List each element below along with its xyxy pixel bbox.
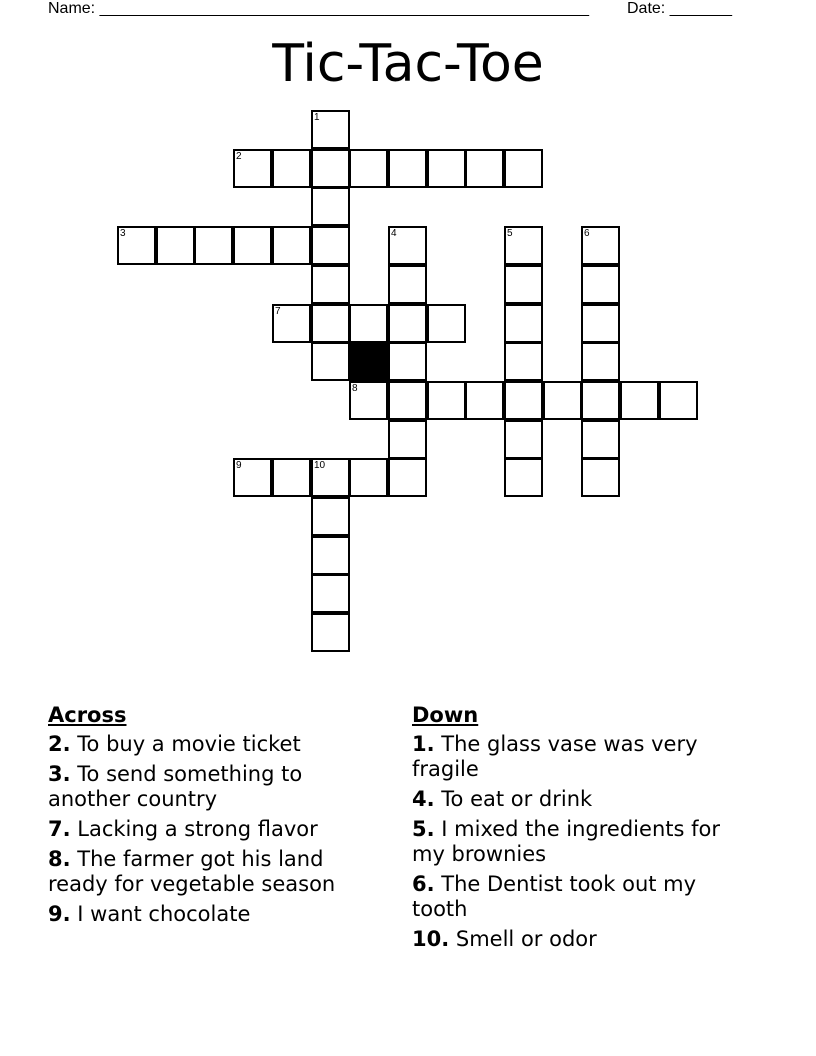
clue-number-label: 10: [314, 460, 326, 471]
grid-cell[interactable]: [427, 381, 466, 420]
grid-cell[interactable]: [388, 226, 427, 265]
grid-cell[interactable]: [581, 226, 620, 265]
clue-text: Smell or odor: [455, 927, 597, 951]
clue-down-5: [412, 817, 752, 867]
across-heading: Across: [48, 703, 127, 727]
clue-number-label: 6: [584, 228, 590, 239]
clue-text: I mixed the ingredients for my brownies: [412, 817, 720, 866]
grid-cell[interactable]: [581, 304, 620, 343]
grid-cell[interactable]: [349, 381, 388, 420]
grid-cell[interactable]: [581, 381, 620, 420]
grid-cell[interactable]: [349, 149, 388, 188]
clue-number-label: 2: [236, 151, 242, 162]
grid-cell[interactable]: [311, 149, 350, 188]
grid-cell[interactable]: [272, 226, 311, 265]
grid-cell[interactable]: [388, 149, 427, 188]
grid-cell[interactable]: [311, 265, 350, 304]
clue-number-label: 1: [314, 112, 320, 123]
down-heading: Down: [412, 703, 479, 727]
clue-across-2: [48, 732, 378, 757]
grid-cell[interactable]: [349, 458, 388, 497]
clue-number-label: 7: [275, 306, 281, 317]
grid-cell[interactable]: [504, 342, 543, 381]
clue-text: Lacking a strong flavor: [77, 817, 318, 841]
clue-across-9: [48, 902, 378, 927]
grid-cell[interactable]: [504, 458, 543, 497]
clue-down-1: [412, 732, 752, 782]
grid-cell[interactable]: [581, 458, 620, 497]
grid-cell[interactable]: [388, 304, 427, 343]
grid-cell[interactable]: [504, 420, 543, 459]
grid-cell[interactable]: [311, 342, 350, 381]
grid-cell[interactable]: [465, 149, 504, 188]
puzzle-title: Tic-Tac-Toe: [272, 34, 544, 94]
grid-cell[interactable]: [233, 149, 272, 188]
clue-number: 3.: [48, 762, 71, 786]
clue-down-10: [412, 927, 752, 952]
grid-cell[interactable]: [388, 381, 427, 420]
grid-cell[interactable]: [194, 226, 233, 265]
clue-across-3: [48, 762, 378, 812]
clue-text: To eat or drink: [441, 787, 593, 811]
clue-number: 9.: [48, 902, 71, 926]
clue-number-label: 3: [120, 228, 126, 239]
clue-number: 7.: [48, 817, 71, 841]
grid-cell-blocked: [349, 342, 388, 381]
grid-cell[interactable]: [504, 381, 543, 420]
clue-across-7: [48, 817, 378, 842]
grid-cell[interactable]: [311, 613, 350, 652]
clue-text: The glass vase was very fragile: [412, 732, 698, 781]
date-line: Date: _______: [627, 0, 732, 17]
grid-cell[interactable]: [581, 420, 620, 459]
clue-text: The Dentist took out my tooth: [412, 872, 697, 921]
grid-cell[interactable]: [581, 265, 620, 304]
grid-cell[interactable]: [659, 381, 698, 420]
clue-text: To buy a movie ticket: [77, 732, 301, 756]
down-clues: [412, 702, 752, 957]
grid-cell[interactable]: [504, 265, 543, 304]
grid-cell[interactable]: [311, 226, 350, 265]
clue-number: 10.: [412, 927, 450, 951]
grid-cell[interactable]: [311, 536, 350, 575]
clue-text: I want chocolate: [77, 902, 251, 926]
grid-cell[interactable]: [233, 458, 272, 497]
grid-cell[interactable]: [272, 304, 311, 343]
clue-number: 1.: [412, 732, 435, 756]
clue-text: To send something to another country: [48, 762, 303, 811]
grid-cell[interactable]: [117, 226, 156, 265]
grid-cell[interactable]: [465, 381, 504, 420]
grid-cell[interactable]: [311, 497, 350, 536]
grid-cell[interactable]: [311, 187, 350, 226]
grid-cell[interactable]: [504, 149, 543, 188]
across-clues: [48, 702, 378, 932]
clue-number-label: 9: [236, 460, 242, 471]
grid-cell[interactable]: [156, 226, 195, 265]
grid-cell[interactable]: [543, 381, 582, 420]
grid-cell[interactable]: [272, 149, 311, 188]
grid-cell[interactable]: [233, 226, 272, 265]
clue-number: 6.: [412, 872, 435, 896]
clue-number-label: 5: [507, 228, 513, 239]
grid-cell[interactable]: [620, 381, 659, 420]
clue-text: The farmer got his land ready for vegetable season: [48, 847, 336, 896]
name-line: Name: _______________________________________________________: [48, 0, 589, 17]
clue-down-4: [412, 787, 752, 812]
clue-down-6: [412, 872, 752, 922]
grid-cell[interactable]: [388, 458, 427, 497]
clue-number: 5.: [412, 817, 435, 841]
grid-cell[interactable]: [349, 304, 388, 343]
clue-number-label: 4: [391, 228, 397, 239]
grid-cell[interactable]: [311, 574, 350, 613]
clue-number: 8.: [48, 847, 71, 871]
grid-cell[interactable]: [311, 458, 350, 497]
grid-cell[interactable]: [272, 458, 311, 497]
grid-cell[interactable]: [388, 342, 427, 381]
clue-number: 4.: [412, 787, 435, 811]
grid-cell[interactable]: [504, 226, 543, 265]
grid-cell[interactable]: [581, 342, 620, 381]
grid-cell[interactable]: [311, 304, 350, 343]
grid-cell[interactable]: [427, 149, 466, 188]
grid-cell[interactable]: [388, 420, 427, 459]
grid-cell[interactable]: [427, 304, 466, 343]
grid-cell[interactable]: [311, 110, 350, 149]
grid-cell[interactable]: [504, 304, 543, 343]
clue-number-label: 8: [352, 383, 358, 394]
grid-cell[interactable]: [388, 265, 427, 304]
clue-number: 2.: [48, 732, 71, 756]
clue-across-8: [48, 847, 378, 897]
